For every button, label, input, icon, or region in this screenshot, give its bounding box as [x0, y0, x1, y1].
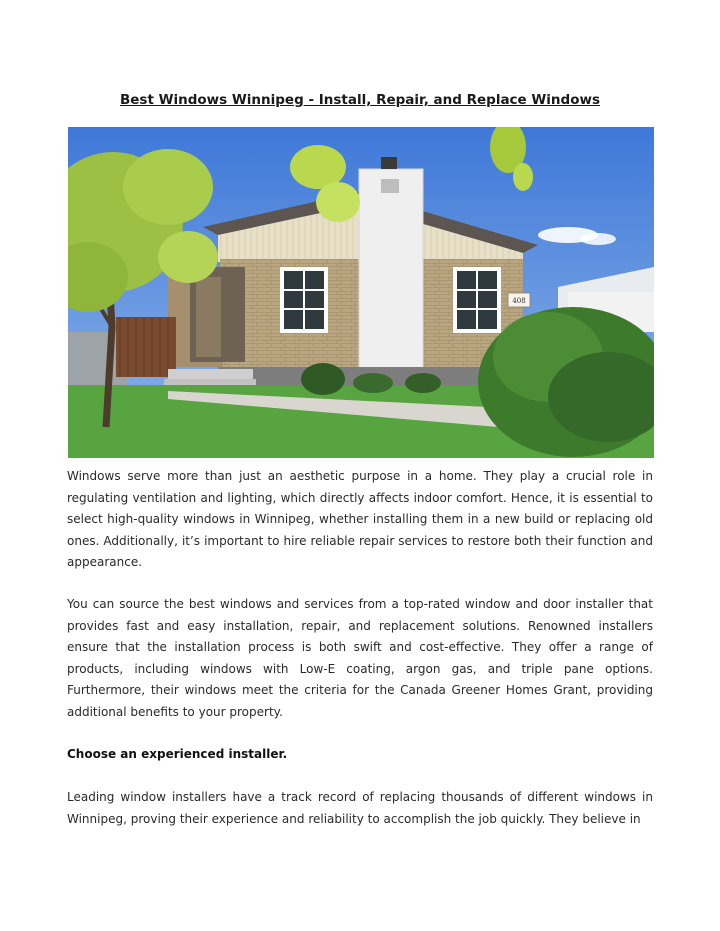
paragraph-source: You can source the best windows and services from a top-rated window and door installer that provides fast and easy installation, repair, and replacement solutions. Renowned installers ensure that the installation process is both swift and cost-effective. They offer a range of products, including windows with Low-E coating, argon gas, and triple pane options. Furthermore, their windows meet the criteria for the Canada Greener Homes Grant, providing additional benefits to your property. [67, 597, 653, 719]
paragraph-installers: Leading window installers have a track record of replacing thousands of different windows in Winnipeg, proving their experience and reliability to accomplish the job quickly. They believe in [67, 790, 653, 826]
house-photo [68, 127, 654, 458]
paragraph-intro: Windows serve more than just an aesthetic purpose in a home. They play a crucial role in regulating ventilation and lighting, which directly affects indoor comfort. Hence, it is essential to select high-quality windows in Winnipeg, whether installing them in a new build or replacing old ones. Additionally, it’s important to hire reliable repair services to restore both their function and appearance. [67, 469, 653, 569]
section-heading: Choose an experienced installer. [67, 747, 288, 761]
page-title: Best Windows Winnipeg - Install, Repair, and Replace Windows [119, 92, 600, 108]
house-number: 408 [512, 297, 526, 305]
